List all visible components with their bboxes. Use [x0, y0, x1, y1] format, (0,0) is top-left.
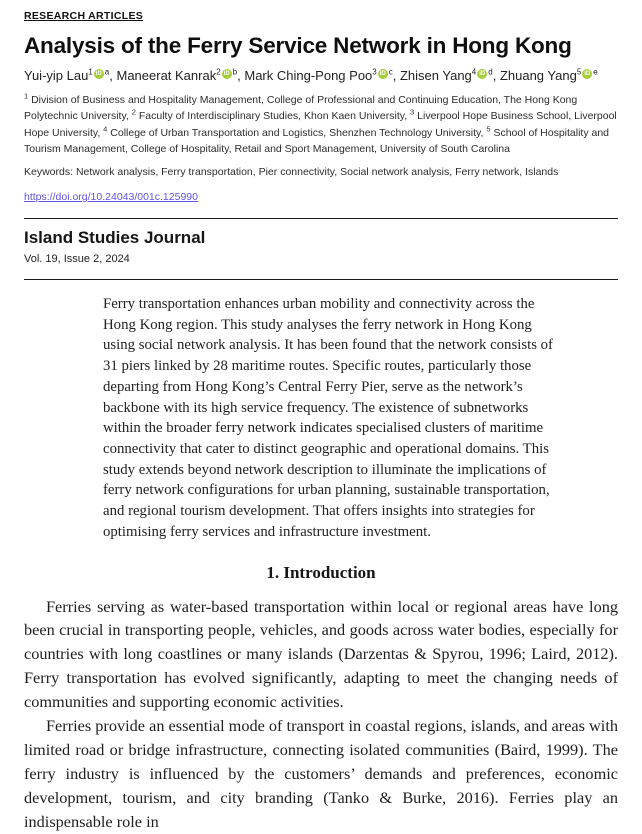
affiliation-text: School of Hospitality and Tourism Management, College of Hospitality, Retail and Sport Management, University of South Carolina — [24, 126, 610, 155]
orcid-icon-label: iD — [223, 70, 230, 77]
affiliation-ref: 3 — [410, 107, 415, 117]
orcid-icon[interactable] — [378, 69, 388, 79]
journal-issue: Vol. 19, Issue 2, 2024 — [24, 253, 130, 266]
journal-name: Island Studies Journal — [24, 228, 206, 248]
section-label-link[interactable]: RESEARCH ARTICLES — [24, 10, 144, 22]
author-note-ref: e — [593, 67, 598, 77]
author-note-ref: c — [388, 67, 393, 77]
article-title: Analysis of the Ferry Service Network in Hong Kong — [24, 33, 572, 58]
author-affiliation-ref: 2 — [216, 67, 221, 77]
divider — [24, 279, 618, 280]
affiliation-ref: 5 — [486, 124, 491, 134]
author-affiliation-ref: 4 — [471, 67, 477, 77]
orcid-icon[interactable] — [582, 69, 592, 79]
paragraph: Ferries provide an essential mode of transport in coastal regions, islands, and areas with limited road or bridge infrastructure, connecting isolated communities (Baird, 1999). The ferry industry is influenced by the customers’ demands and preferences, economic development, tourism, and city branding (Tanko & Burke, 2016). Ferries play an indispensable role in — [24, 716, 618, 832]
author-separator: , — [237, 68, 241, 83]
author — [244, 68, 396, 83]
author-note-ref: a — [104, 67, 110, 77]
divider — [24, 218, 618, 219]
author-affiliation-ref: 5 — [576, 67, 582, 77]
author-affiliation-ref: 3 — [372, 67, 377, 77]
affiliation-ref: 4 — [103, 124, 108, 134]
keywords-value: Network analysis, Ferry transportation, Pier connectivity, Social network analysis, Ferry network, Islands — [75, 166, 559, 179]
author-name: Maneerat Kanrak — [116, 68, 217, 83]
author-name: Zhuang Yang — [499, 68, 577, 83]
author-name: Zhisen Yang — [399, 68, 472, 83]
affiliation-text: College of Urban Transportation and Logistics, Shenzhen Technology University, — [110, 126, 484, 139]
author-separator: , — [109, 68, 113, 83]
section-heading-introduction: 1. Introduction — [266, 562, 376, 582]
paragraph: Ferries serving as water-based transportation within local or regional areas have long been crucial in transporting people, vehicles, and goods across water bodies, especially for countries with long coastlines or many islands (Darzentas & Spyrou, 1996; Laird, 2012). Ferry transportation has evolved significantly, adapting to meet the changing needs of communities and supporting economic activities. — [24, 596, 618, 712]
keywords-line — [24, 166, 618, 178]
author-name: Mark Ching-Pong Poo — [244, 68, 373, 83]
author-separator: , — [392, 68, 397, 83]
author-separator: , — [492, 68, 497, 83]
orcid-icon-label: iD — [479, 70, 486, 77]
author-name: Yui-yip Lau — [24, 68, 89, 83]
orcid-icon-label: iD — [584, 70, 591, 77]
affiliation-text: Division of Business and Hospitality Management, College of Professional and Continuing Education, The Hong Kong Polytechnic University, — [24, 94, 578, 123]
affiliation-ref: 2 — [131, 107, 136, 117]
orcid-icon[interactable] — [94, 69, 104, 79]
author-line — [24, 68, 618, 83]
author-note-ref: d — [488, 67, 493, 77]
author — [500, 68, 598, 83]
abstract-text: Ferry transportation enhances urban mobility and connectivity across the Hong Kong region. This study analyses the ferry network in Hong Kong using social network analysis. It has been found that the network consists of 31 piers linked by 28 maritime routes. Specific routes, particularly those departing from Hong Kong’s Central Ferry Pier, serve as the network’s backbone with its high service frequency. The existence of subnetworks within the broader ferry network indicates specialised clusters of maritime connectivity that cater to distinct geographic and operational domains. This study extends beyond network description to illuminate the implications of ferry network configurations for urban planning, sustainable transportation, and regional tourism development. That offers insights into strategies for optimising ferry services and infrastructure investment. — [103, 296, 553, 540]
author — [116, 68, 240, 83]
author — [400, 68, 496, 83]
author-affiliation-ref: 1 — [88, 67, 93, 77]
keywords-label: Keywords: — [24, 166, 74, 179]
affiliation-text: Faculty of Interdisciplinary Studies, Khon Kaen University, — [138, 110, 408, 123]
affiliations — [24, 92, 618, 157]
affiliation-ref: 1 — [24, 91, 29, 101]
author — [24, 68, 113, 83]
author-note-ref: b — [232, 67, 238, 77]
affiliation-text: Liverpool Hope Business School, Liverpool Hope University, — [24, 110, 617, 139]
orcid-icon-label: iD — [95, 70, 102, 77]
orcid-icon[interactable] — [477, 69, 487, 79]
doi-link[interactable]: https://doi.org/10.24043/001c.125990 — [24, 191, 198, 204]
orcid-icon-label: iD — [379, 70, 386, 77]
orcid-icon[interactable] — [222, 69, 232, 79]
